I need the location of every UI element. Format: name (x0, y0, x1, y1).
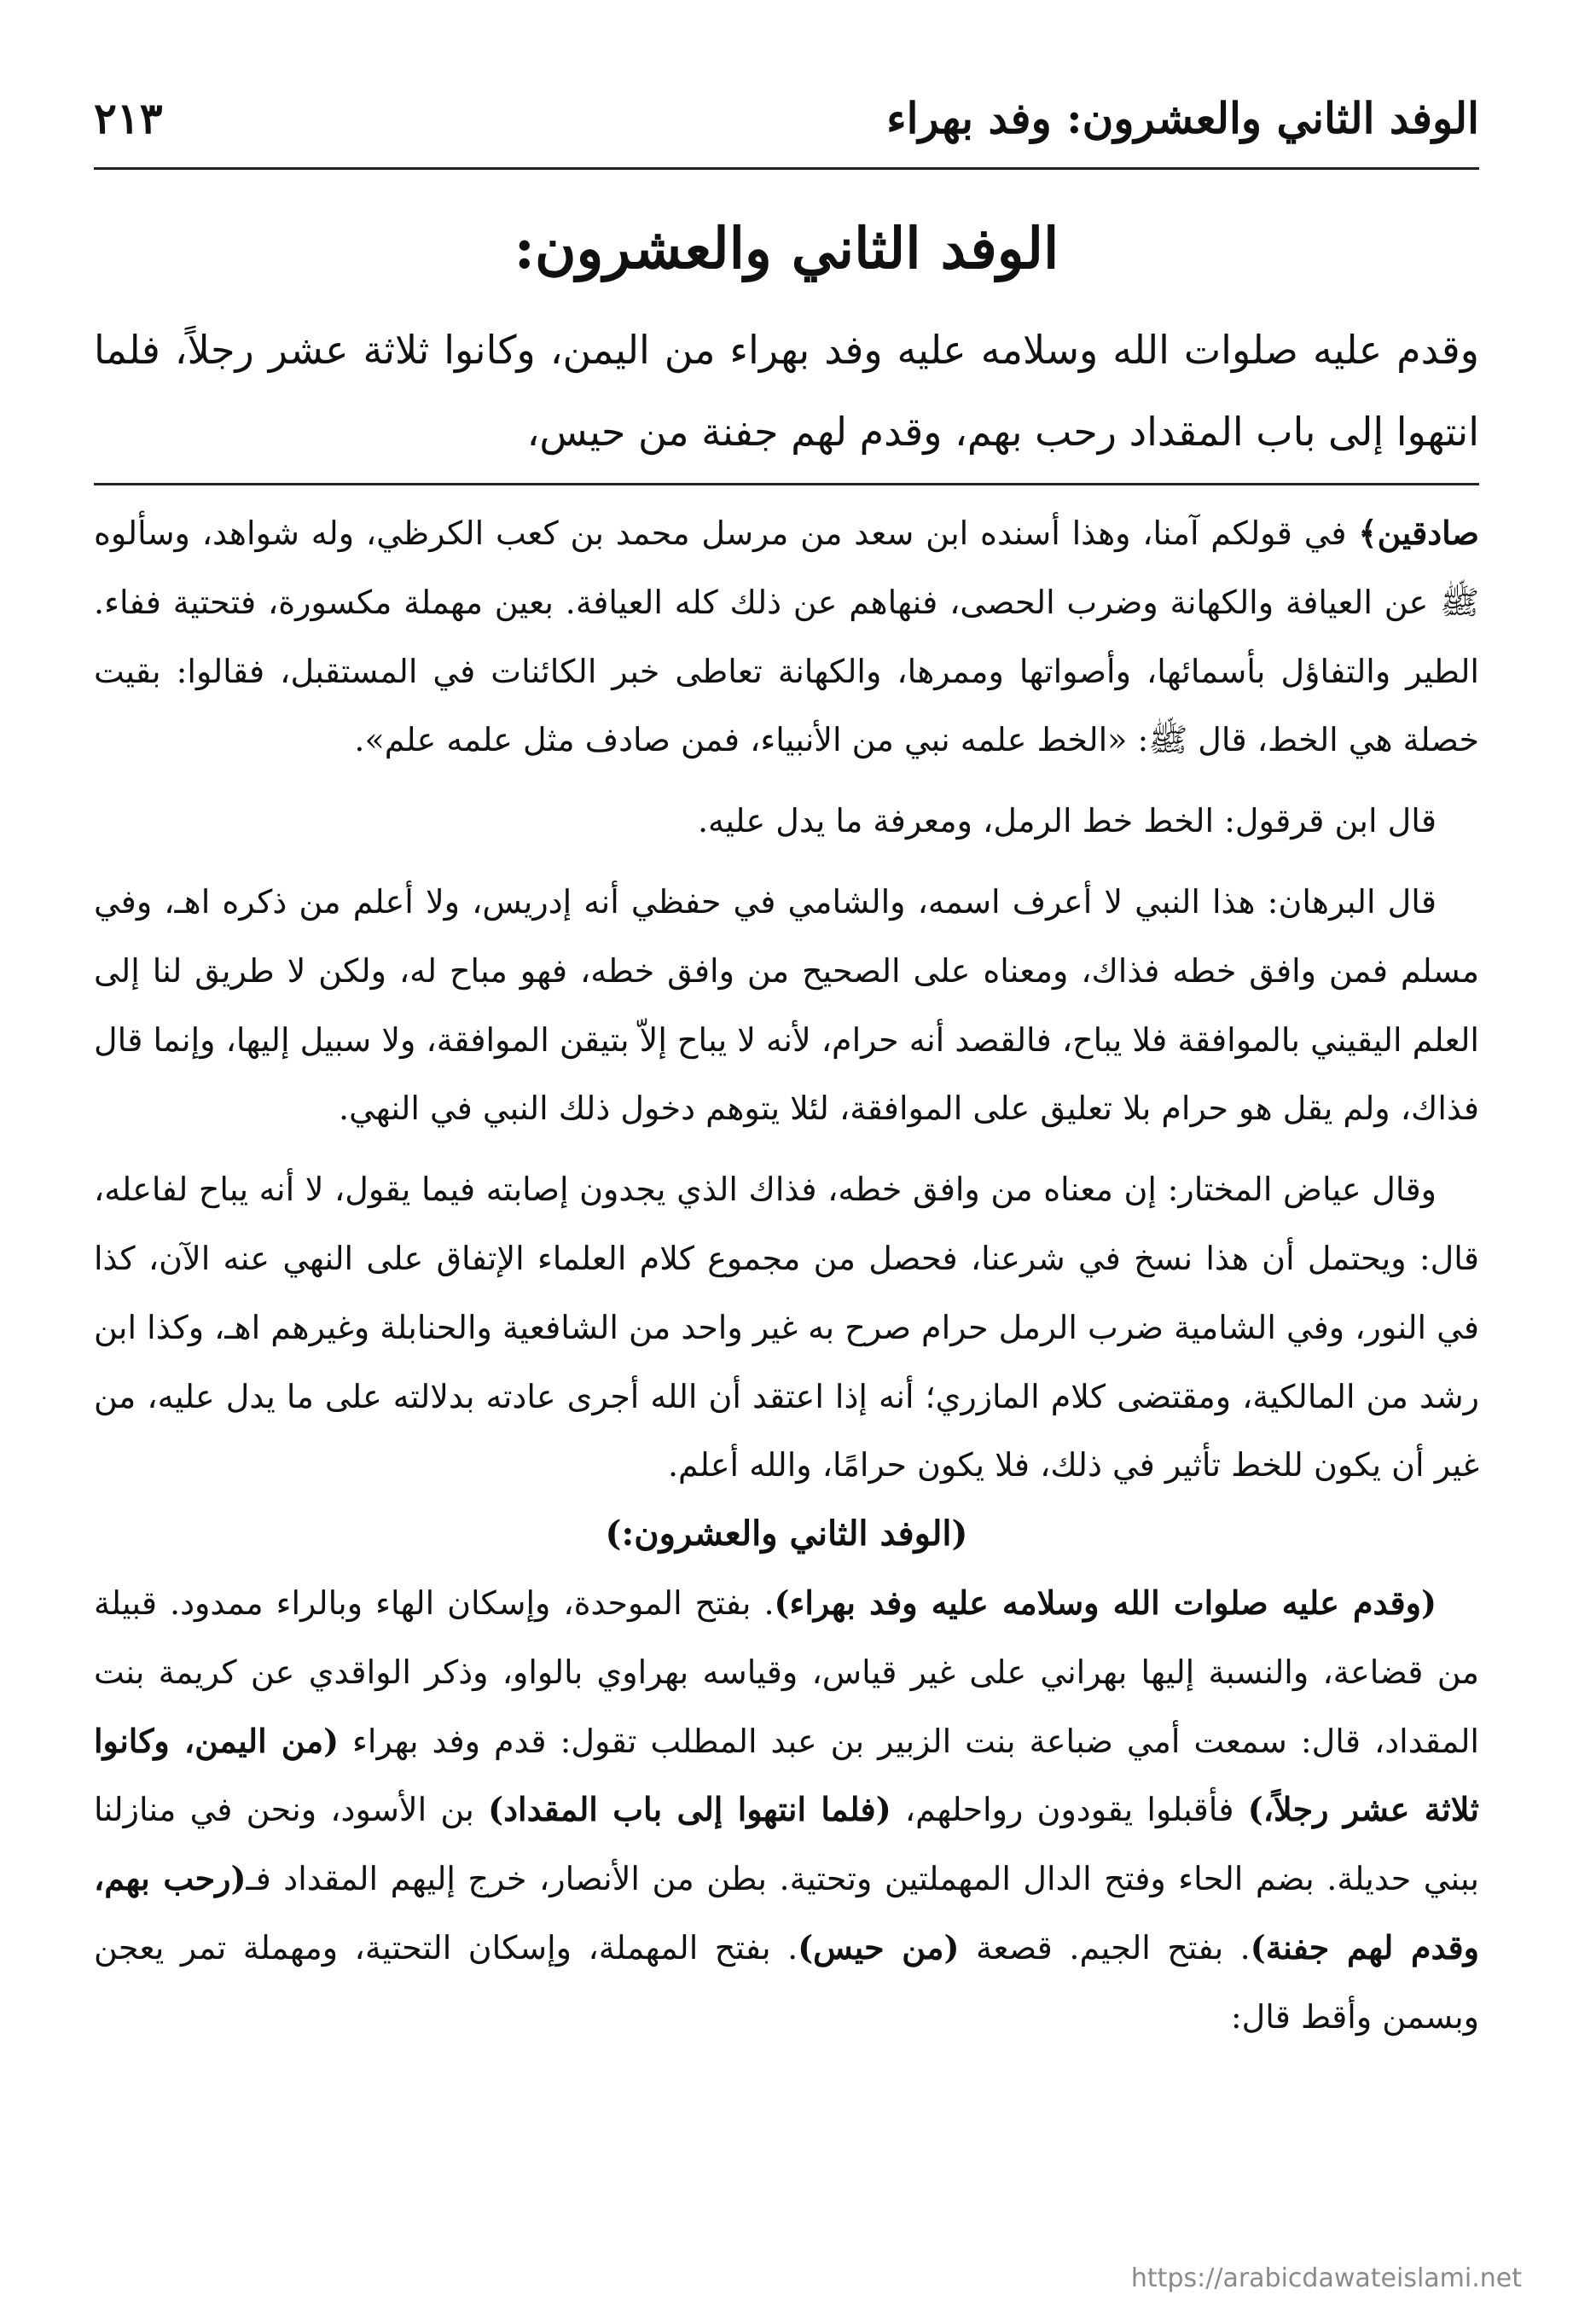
commentary-text: في قولكم آمنا، وهذا أسنده ابن سعد من مرسل محمد بن كعب الكرظي، وله شواهد، وسألوه ﷺ عن العيافة والكهانة وضرب الحصى، فنهاهم عن ذلك كله العيافة. بعين مهملة مكسورة، فتحتية ففاء. الطير والتفاؤل بأسمائها، وأصواتها وممرها، والكهانة تعاطى خبر الكائنات في المستقبل، فقالوا: بقيت خصلة هي الخط، قال ﷺ: «الخط علمه نبي من الأنبياء، فمن صادف مثل علمه علم». (94, 514, 1479, 759)
header-rule (94, 167, 1479, 170)
running-header (94, 82, 1479, 154)
commentary-text: بن الأسود، ونحن في منازلنا ببني حديلة. بضم الحاء وفتح الدال المهملتين وتحتية. بطن من الأنصار، خرج إليهم المقداد فـ (94, 1791, 1479, 1898)
quoted-text: (رحب بهم، وقدم لهم جفنة) (94, 1859, 1479, 1967)
commentary-lead: صادقين﴾ (1358, 514, 1479, 552)
watermark-url: https://arabicdawateislami.net (1130, 2263, 1522, 2293)
commentary (94, 499, 1479, 2052)
commentary-text: . بفتح المهملة، وإسكان التحتية، ومهملة تمر يعجن وبسمن وأقط قال: (94, 1928, 1479, 2036)
quoted-text: (وقدم عليه صلوات الله وسلامه عليه وفد بهراء) (774, 1583, 1437, 1622)
main-text (94, 309, 1479, 473)
commentary-text: . بفتح الموحدة، وإسكان الهاء وبالراء ممدود. قبيلة من قضاعة، والنسبة إليها بهراني على غير قياس، وقياسه بهراوي بالواو، وذكر الواقدي عن كريمة بنت المقداد، قال: سمعت أمي ضباعة بنت الزبير بن عبد المطلب تقول: قدم وفد بهراء (94, 1583, 1479, 1760)
quoted-text: (فلما انتهوا إلى باب المقداد) (488, 1790, 891, 1829)
commentary-paragraph-1 (94, 499, 1479, 775)
page-number: ٢١٣ (94, 92, 163, 143)
commentary-paragraph-4: وقال عياض المختار: إن معناه من وافق خطه، فذاك الذي يجدون إصابته فيما يقول، لا أنه يباح لفاعله، قال: ويحتمل أن هذا نسخ في شرعنا، فحصل من مجموع كلام العلماء الإتفاق على النهي عنه الآن، كذا في النور، وفي الشامية ضرب الرمل حرام صرح به غير واحد من الشافعية والحنابلة وغيرهم اهـ، وكذا ابن رشد من المالكية، ومقتضى كلام المازري؛ أنه إذا اعتقد أن الله أجرى عادته بدلالته على ما يدل عليه، من غير أن يكون للخط تأثير في ذلك، فلا يكون حرامًا، والله أعلم. (94, 1171, 1479, 1484)
commentary-paragraph-2: قال ابن قرقول: الخط خط الرمل، ومعرفة ما يدل عليه. (697, 802, 1437, 840)
chapter-title: الوفد الثاني والعشرون: (514, 215, 1059, 282)
commentary-rule (94, 483, 1479, 485)
commentary-section-title: (الوفد الثاني والعشرون:) (605, 1514, 968, 1554)
running-title: الوفد الثاني والعشرون: وفد بهراء (886, 92, 1479, 143)
commentary-paragraph-5 (94, 1569, 1479, 2052)
quoted-text: (من حيس) (798, 1927, 960, 1967)
commentary-paragraph-3: قال البرهان: هذا النبي لا أعرف اسمه، والشامي في حفظي أنه إدريس، ولا أعلم من ذكره اهـ، وفي مسلم فمن وافق خطه فذاك، ومعناه على الصحيح من وافق خطه، فهو مباح له، ولكن لا طريق لنا إلى العلم اليقيني بالموافقة فلا يباح، فالقصد أنه حرام، لأنه لا يباح إلاّ بتيقن الموافقة، ولا سبيل إليها، وإنما قال فذاك، ولم يقل هو حرام بلا تعليق على الموافقة، لئلا يتوهم دخول ذلك النبي في النهي. (94, 882, 1479, 1128)
commentary-text: . بفتح الجيم. قصعة (959, 1928, 1251, 1967)
quoted-text: (من اليمن، وكانوا ثلاثة عشر رجلاً،) (94, 1721, 1480, 1829)
main-paragraph: وقدم عليه صلوات الله وسلامه عليه وفد بهراء من اليمن، وكانوا ثلاثة عشر رجلاً، فلما انتهوا إلى باب المقداد رحب بهم، وقدم لهم جفنة من حيس، (94, 327, 1479, 455)
commentary-text: فأقبلوا يقودون رواحلهم، (891, 1791, 1248, 1829)
